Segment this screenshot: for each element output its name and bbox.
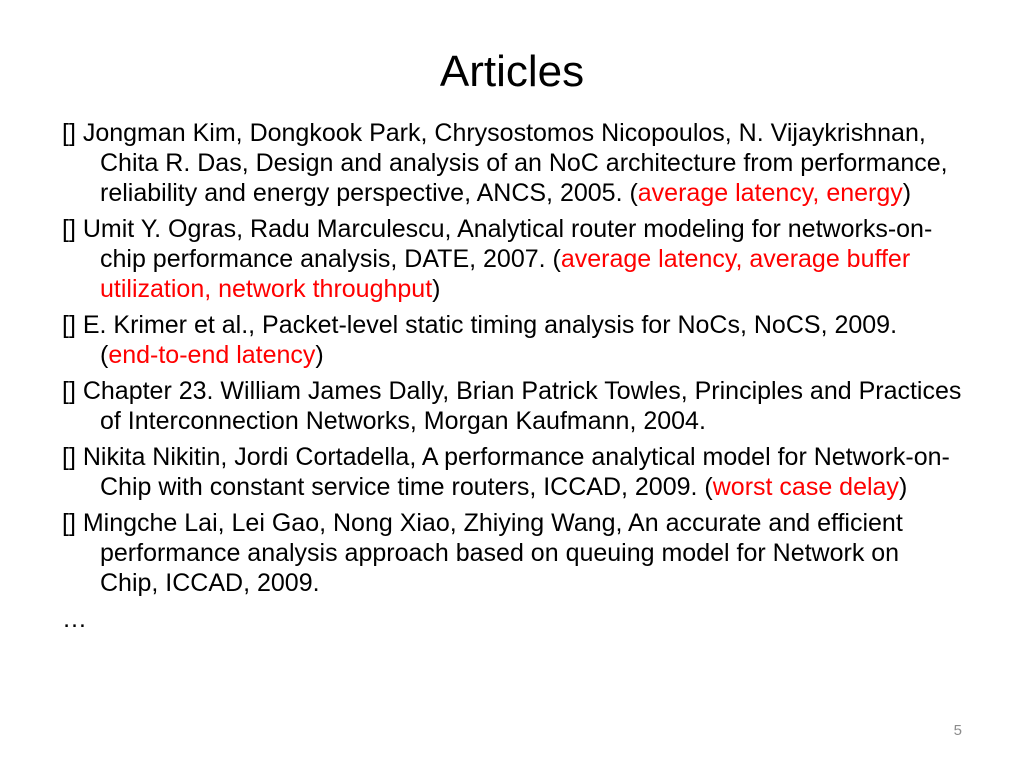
reference-text: [] E. Krimer et al., Packet-level static timing analysis for NoCs, NoCS, 2009. ( (62, 311, 898, 369)
reference-list (62, 118, 962, 634)
reference-text: [] Mingche Lai, Lei Gao, Nong Xiao, Zhiying Wang, An accurate and efficient performance analysis approach based on queuing model for Network on Chip, ICCAD, 2009. (62, 509, 903, 597)
reference-suffix: ) (432, 275, 441, 303)
reference-suffix: ) (315, 341, 324, 369)
reference-text: [] Nikita Nikitin, Jordi Cortadella, A performance analytical model for Network-on-Chip with constant service time routers, ICCAD, 2009. ( (62, 443, 950, 501)
reference-item (62, 118, 962, 208)
page-number: 5 (953, 722, 962, 739)
reference-text: [] Jongman Kim, Dongkook Park, Chrysostomos Nicopoulos, N. Vijaykrishnan, Chita R. Das, Design and analysis of an NoC architecture from performance, reliability and energy perspective, ANCS, 2005. ( (62, 119, 948, 207)
reference-item (62, 442, 962, 502)
reference-text: [] Chapter 23. William James Dally, Brian Patrick Towles, Principles and Practices of Interconnection Networks, Morgan Kaufmann, 2004. (62, 377, 962, 435)
reference-item (62, 310, 962, 370)
reference-suffix: ) (902, 179, 912, 207)
reference-item (62, 508, 962, 598)
reference-suffix: ) (898, 473, 908, 501)
reference-item (62, 214, 962, 304)
ellipsis: … (62, 605, 87, 633)
reference-text: [] Umit Y. Ogras, Radu Marculescu, Analytical router modeling for networks-on-chip performance analysis, DATE, 2007. ( (62, 215, 933, 273)
reference-highlight: average latency, energy (637, 179, 903, 207)
reference-highlight: end-to-end latency (108, 341, 316, 369)
reference-item (62, 376, 962, 436)
slide-title: Articles (439, 47, 585, 96)
reference-highlight: average latency, average buffer utilization, network throughput (100, 245, 911, 303)
reference-highlight: worst case delay (712, 473, 899, 501)
